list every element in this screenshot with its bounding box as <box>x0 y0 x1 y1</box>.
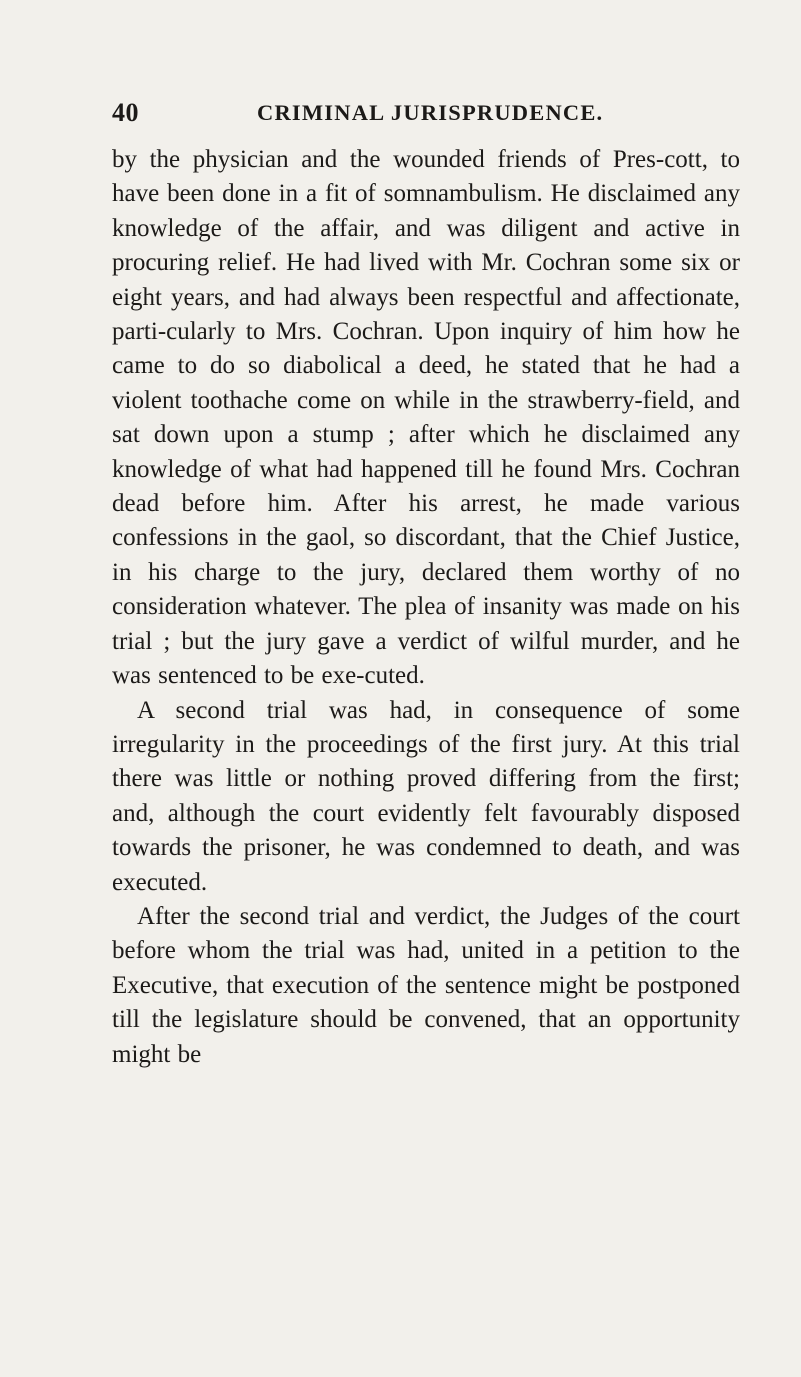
page-number: 40 <box>112 98 139 127</box>
body-text <box>112 143 740 1072</box>
running-head <box>112 98 752 138</box>
paragraph-2: A second trial was had, in consequence of some irregularity in the proceedings of the first jury. At this trial there was little or nothing proved differing from the first; and, although the court evidently felt favourably disposed towards the prisoner, he was condemned to death, and was executed. <box>112 696 740 896</box>
running-title: CRIMINAL JURISPRUDENCE. <box>257 100 604 125</box>
paragraph-1: by the physician and the wounded friends of Pres-cott, to have been done in a fit of somnambulism. He disclaimed any knowledge of the affair, and was diligent and active in procuring relief. He had lived with Mr. Cochran some six or eight years, and had always been respectful and affectionate, parti-cularly to Mrs. Cochran. Upon inquiry of him how he came to do so diabolical a deed, he stated that he had a violent toothache come on while in the strawberry-field, and sat down upon a stump ; after which he disclaimed any knowledge of what had happened till he found Mrs. Cochran dead before him. After his arrest, he made various confessions in the gaol, so discordant, that the Chief Justice, in his charge to the jury, declared them worthy of no consideration whatever. The plea of insanity was made on his trial ; but the jury gave a verdict of wilful murder, and he was sentenced to be exe-cuted. <box>112 146 740 690</box>
paragraph-3: After the second trial and verdict, the Judges of the court before whom the trial was had, united in a petition to the Executive, that execution of the sentence might be postponed till the legislature should be convened, that an opportunity might be <box>112 902 740 1068</box>
